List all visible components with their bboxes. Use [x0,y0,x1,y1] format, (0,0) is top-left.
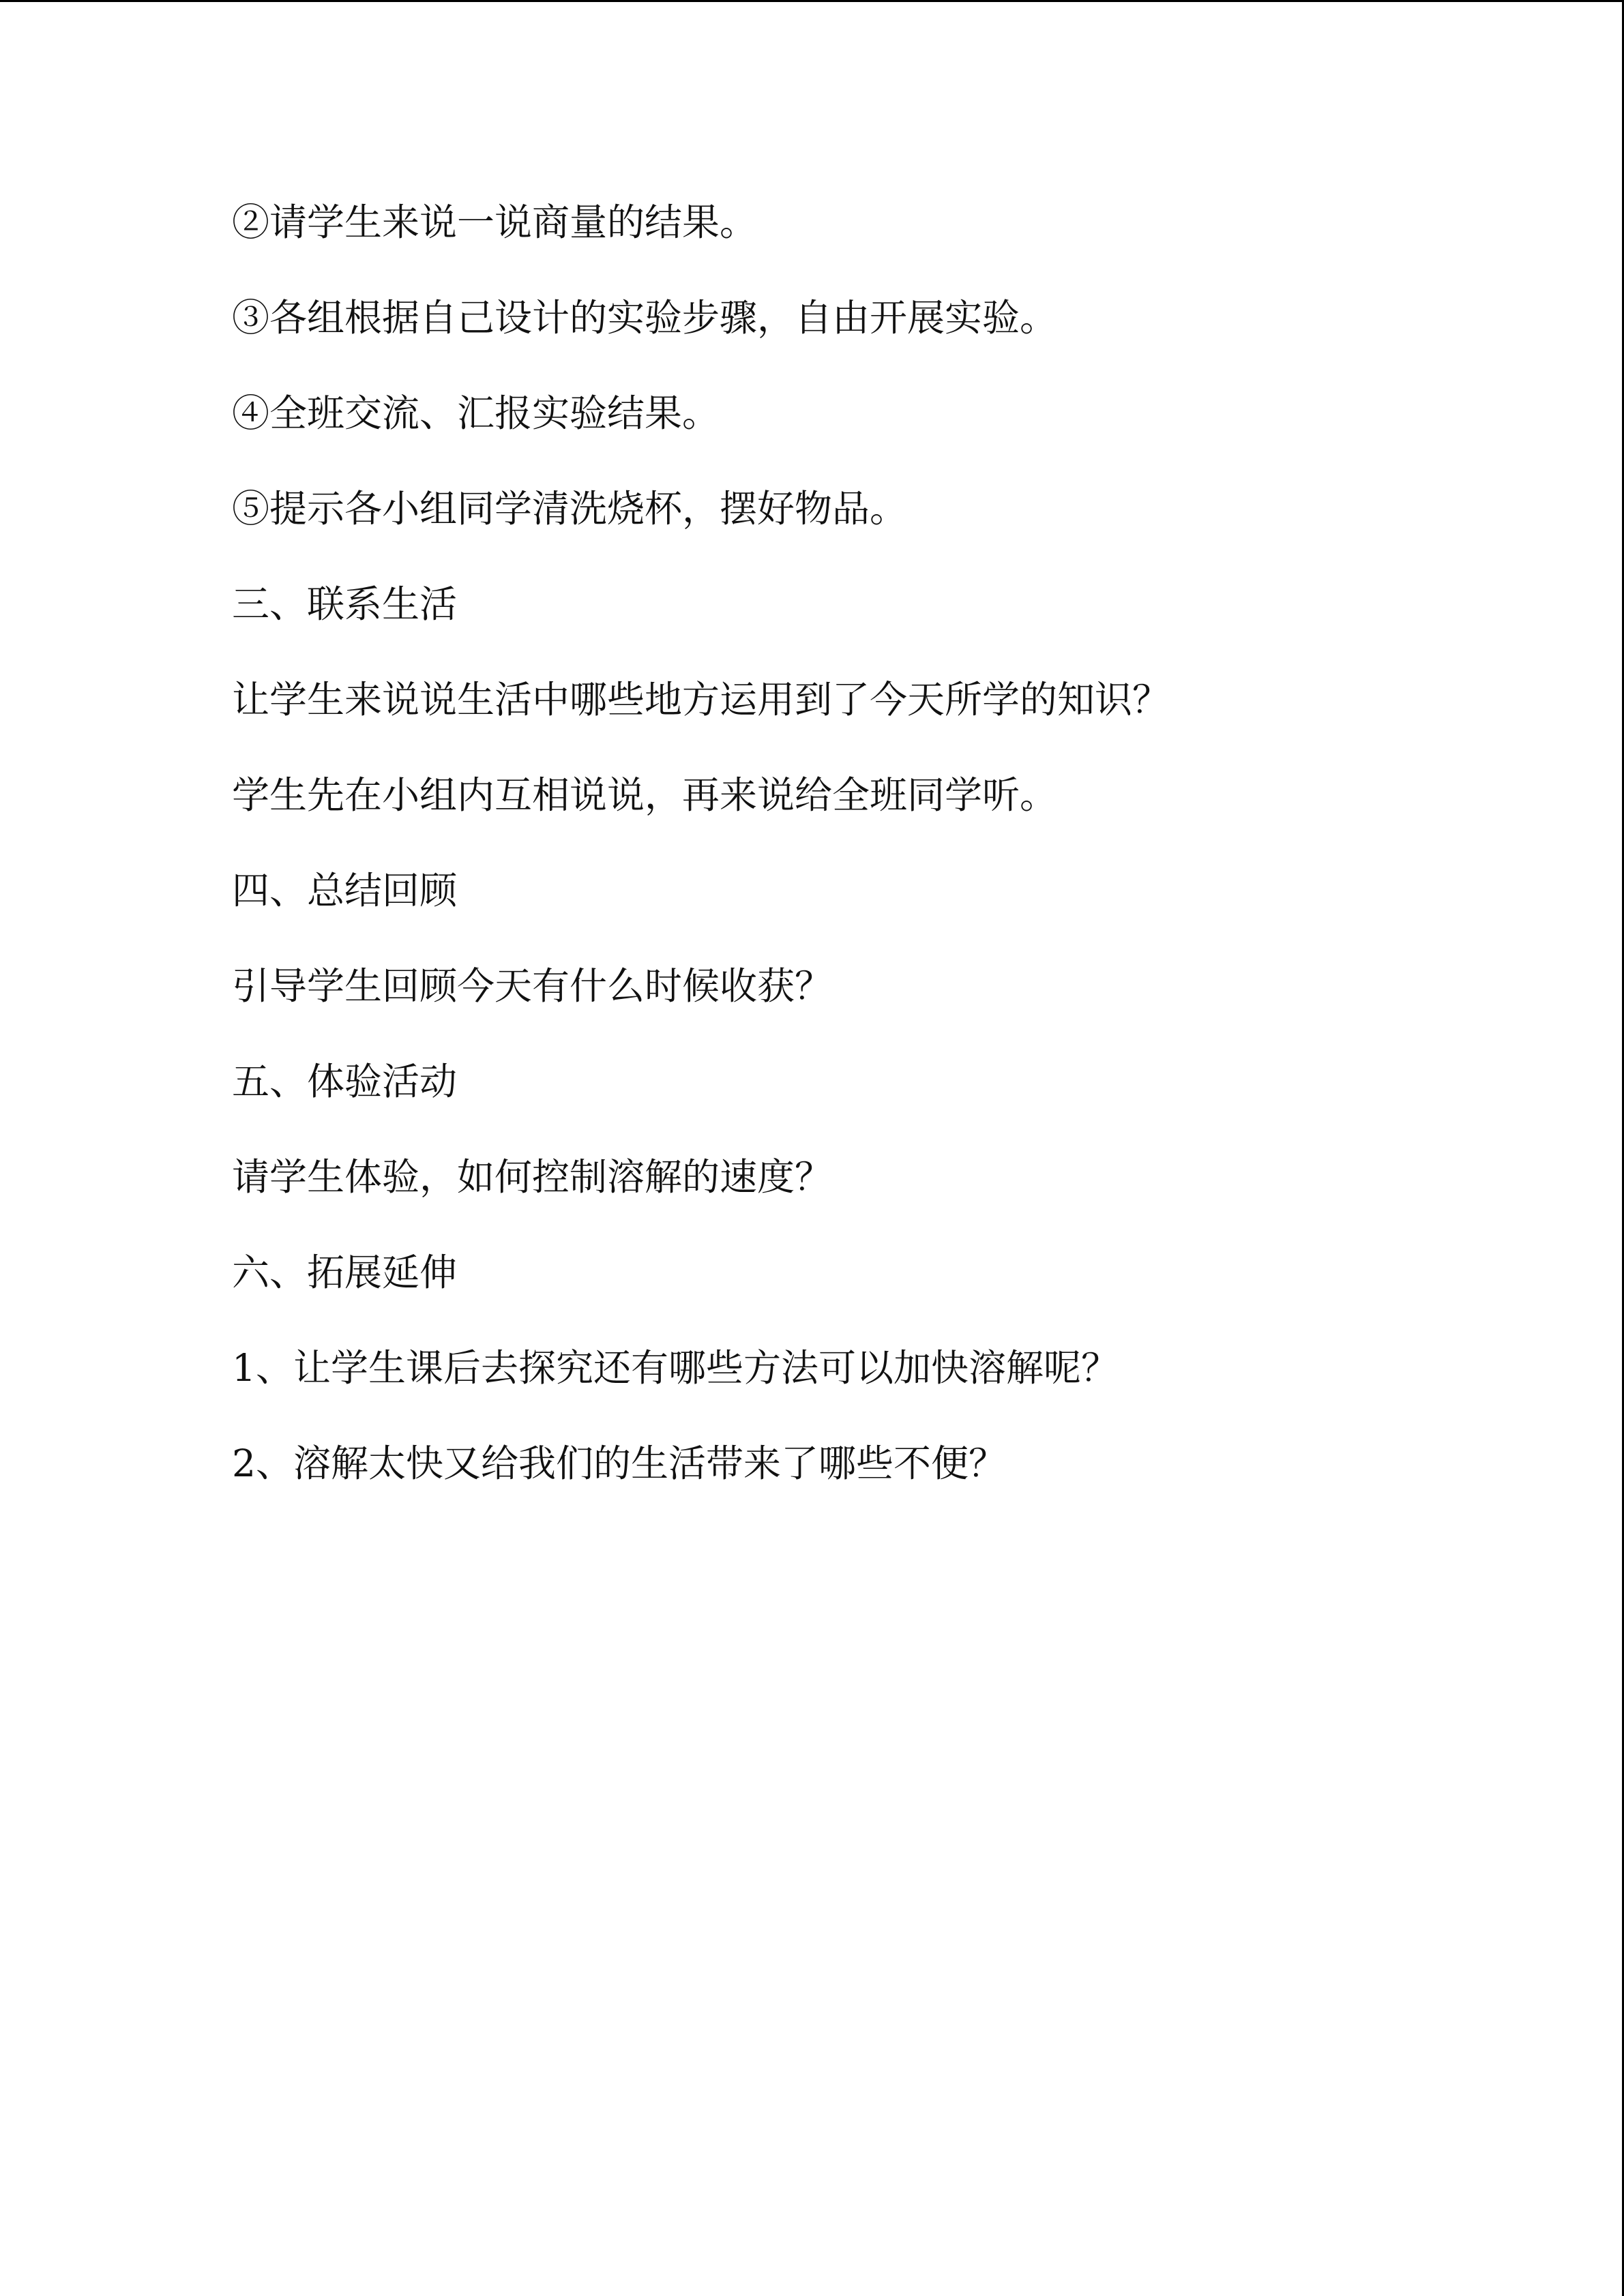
paragraph-line: 请学生体验，如何控制溶解的速度？ [232,1155,833,1199]
step-4-line: ④全班交流、汇报实验结果。 [232,391,720,435]
section-heading-4: 四、总结回顾 [232,869,458,912]
step-3-line: ③各组根据自己设计的实验步骤，自由开展实验。 [232,296,1058,340]
section-heading-6: 六、拓展延伸 [232,1251,458,1294]
section-heading-3: 三、联系生活 [232,582,458,626]
list-item-2: 2、溶解太快又给我们的生活带来了哪些不便？ [232,1442,1006,1485]
paragraph-line: 学生先在小组内互相说说，再来说给全班同学听。 [232,773,1058,817]
list-item-1: 1、让学生课后去探究还有哪些方法可以加快溶解呢？ [232,1346,1119,1390]
section-heading-5: 五、体验活动 [232,1060,458,1103]
paragraph-line: 让学生来说说生活中哪些地方运用到了今天所学的知识？ [232,678,1170,721]
document-body [232,195,1528,1532]
paragraph-line: 引导学生回顾今天有什么时候收获？ [232,964,833,1008]
step-5-line: ⑤提示各小组同学清洗烧杯，摆好物品。 [232,487,908,531]
step-2-line: ②请学生来说一说商量的结果。 [232,200,758,244]
